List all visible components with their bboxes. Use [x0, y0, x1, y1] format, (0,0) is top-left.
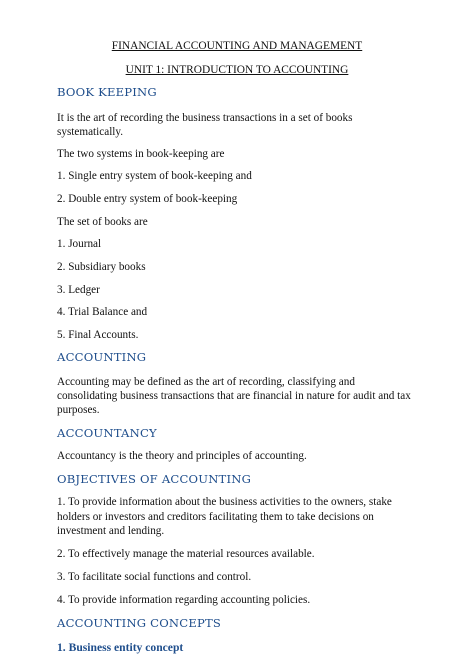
unit-title: UNIT 1: INTRODUCTION TO ACCOUNTING: [125, 64, 349, 76]
system-item-2: 2. Double entry system of book-keeping: [57, 193, 238, 205]
concepts-heading: ACCOUNTING CONCEPTS: [57, 616, 222, 630]
document-title: FINANCIAL ACCOUNTING AND MANAGEMENT: [111, 40, 363, 52]
accounting-definition-line-3: purposes.: [57, 404, 100, 416]
concept-1-heading: 1. Business entity concept: [57, 641, 184, 654]
books-intro: The set of books are: [57, 216, 148, 228]
objective-4: 4. To provide information regarding accounting policies.: [57, 594, 311, 606]
book-keeping-definition-line-2: systematically.: [57, 126, 124, 138]
book-item-4: 4. Trial Balance and: [57, 306, 148, 318]
objectives-heading: OBJECTIVES OF ACCOUNTING: [57, 472, 252, 486]
objective-1-line-2: holders or investors and creditors facilitating them to take decisions on: [57, 511, 374, 523]
system-item-1: 1. Single entry system of book-keeping and: [57, 170, 252, 182]
objective-2: 2. To effectively manage the material resources available.: [57, 548, 315, 560]
accountancy-definition: Accountancy is the theory and principles of accounting.: [57, 450, 307, 462]
objective-3: 3. To facilitate social functions and control.: [57, 571, 252, 583]
accounting-definition-line-1: Accounting may be defined as the art of recording, classifying and: [57, 376, 355, 388]
book-item-1: 1. Journal: [57, 238, 102, 250]
systems-intro: The two systems in book-keeping are: [57, 148, 225, 160]
book-keeping-definition-line-1: It is the art of recording the business transactions in a set of books: [57, 112, 353, 124]
accountancy-heading: ACCOUNTANCY: [57, 426, 157, 440]
book-item-5: 5. Final Accounts.: [57, 329, 139, 341]
book-keeping-heading: BOOK KEEPING: [57, 85, 157, 99]
objective-1-line-1: 1. To provide information about the business activities to the owners, stake: [57, 496, 392, 508]
objective-1-line-3: investment and lending.: [57, 525, 165, 537]
book-item-2: 2. Subsidiary books: [57, 261, 146, 273]
accounting-definition-line-2: consolidating business transactions that are financial in nature for audit and tax: [57, 390, 411, 402]
accounting-heading: ACCOUNTING: [57, 350, 147, 364]
book-item-3: 3. Ledger: [57, 284, 100, 296]
